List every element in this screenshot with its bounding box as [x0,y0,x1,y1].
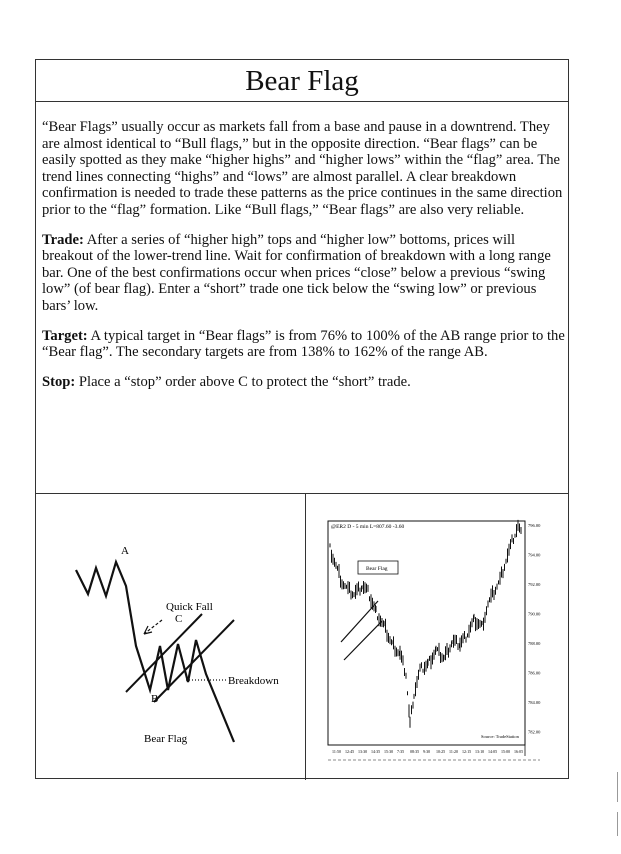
trade-label: Trade: [42,231,84,248]
stop-paragraph [42,374,568,391]
quick-fall-label: Quick Fall [166,601,213,613]
edge-mark-bottom [617,812,618,836]
chart-plot-frame [328,521,525,745]
stop-text: Place a “stop” order above C to protect the “short” trade. [75,373,411,390]
x-axis-tick-label: 15:00 [501,749,511,754]
target-text: A typical target in “Bear flags” is from 76% to 100% of the AB range prior to the “Bear flag”. The secondary targets are from 138% to 162% of the range AB. [42,327,565,361]
x-axis-tick-label: 12:15 [462,749,472,754]
point-b-label: B [151,693,159,705]
trade-paragraph [42,232,568,315]
text-body [36,102,568,494]
breakdown-label: Breakdown [228,675,279,687]
price-chart-panel [306,494,570,780]
x-axis-tick-label: 10:25 [436,749,446,754]
y-axis-tick-label: 786.00 [528,670,541,676]
price-chart-svg [306,494,570,780]
y-axis-tick-label: 782.00 [528,729,541,735]
x-axis-tick-label: 15:30 [384,749,394,754]
x-axis-tick-label: 13:30 [358,749,368,754]
quick-fall-arrowhead-icon [144,626,152,634]
x-axis-tick-label: 08:35 [410,749,420,754]
bear-flag-diagram [36,494,305,780]
y-axis-tick-label: 796.00 [528,523,541,528]
point-a-label: A [121,545,129,557]
x-axis-tick-label: 9:30 [423,749,431,754]
y-axis-tick-label: 792.00 [528,582,541,587]
price-path [76,562,234,742]
y-axis-labels [528,523,541,735]
page-frame [35,59,569,779]
y-axis-tick-label: 788.00 [528,641,541,646]
x-axis-tick-label: 12:45 [345,749,355,754]
diagram-caption: Bear Flag [144,733,188,745]
chart-header: @ER2 D - 5 min L=807.60 -3.60 [331,524,405,530]
y-axis-tick-label: 794.00 [528,552,541,558]
chart-source: Source: TradeStation [481,734,519,739]
chart-flag-label: Bear Flag [366,566,388,572]
x-axis-tick-label: 7:35 [397,749,405,754]
intro-paragraph: “Bear Flags” usually occur as markets fall from a base and pause in a downtrend. They are almost identical to “Bull flags,” but in the opposite direction. “Bear flags” can be easily spotted as they make “higher highs” and “higher lows” within the “flag” area. The trend lines connecting “highs” and “lows” are almost parallel. A clear breakdown confirmation is needed to trade these patterns as the price continues in the same direction prior to the “flag” formation. Like “Bull flags,” “Bear flags” are also very reliable. [42,119,563,218]
x-axis-tick-label: 14:35 [371,749,381,754]
x-axis-tick-label: 14:05 [488,749,498,754]
bear-flag-box [358,561,398,574]
x-axis-tick-label: 13:10 [475,749,485,754]
trade-text: After a series of “higher high” tops and “higher low” bottoms, prices will breakout of the lower-trend line. Wait for confirmation of breakdown with a long range bar. One of the best confirmations occur when prices “close” below a previous “swing low” (of bear flag). Enter a “short” trade one tick below the “swing low” or previous bars’ low. [42,231,551,314]
diagram-svg [36,494,305,780]
x-axis-tick-label: 11:50 [332,749,341,754]
x-axis-tick-label: 16:05 [514,749,524,754]
target-paragraph [42,328,568,361]
quick-fall-arrow-icon [144,620,162,634]
x-axis-tick-label: 11:20 [449,749,458,754]
x-axis-labels [332,749,523,754]
flag-upper-trendline [154,620,234,702]
edge-mark-top [617,772,618,802]
y-axis-tick-label: 784.00 [528,700,541,705]
page-title: Bear Flag [245,65,359,97]
point-c-label: C [175,613,183,625]
title-row [36,60,568,102]
target-label: Target: [42,327,88,344]
y-axis-tick-label: 790.00 [528,611,541,617]
stop-label: Stop: [42,373,76,390]
